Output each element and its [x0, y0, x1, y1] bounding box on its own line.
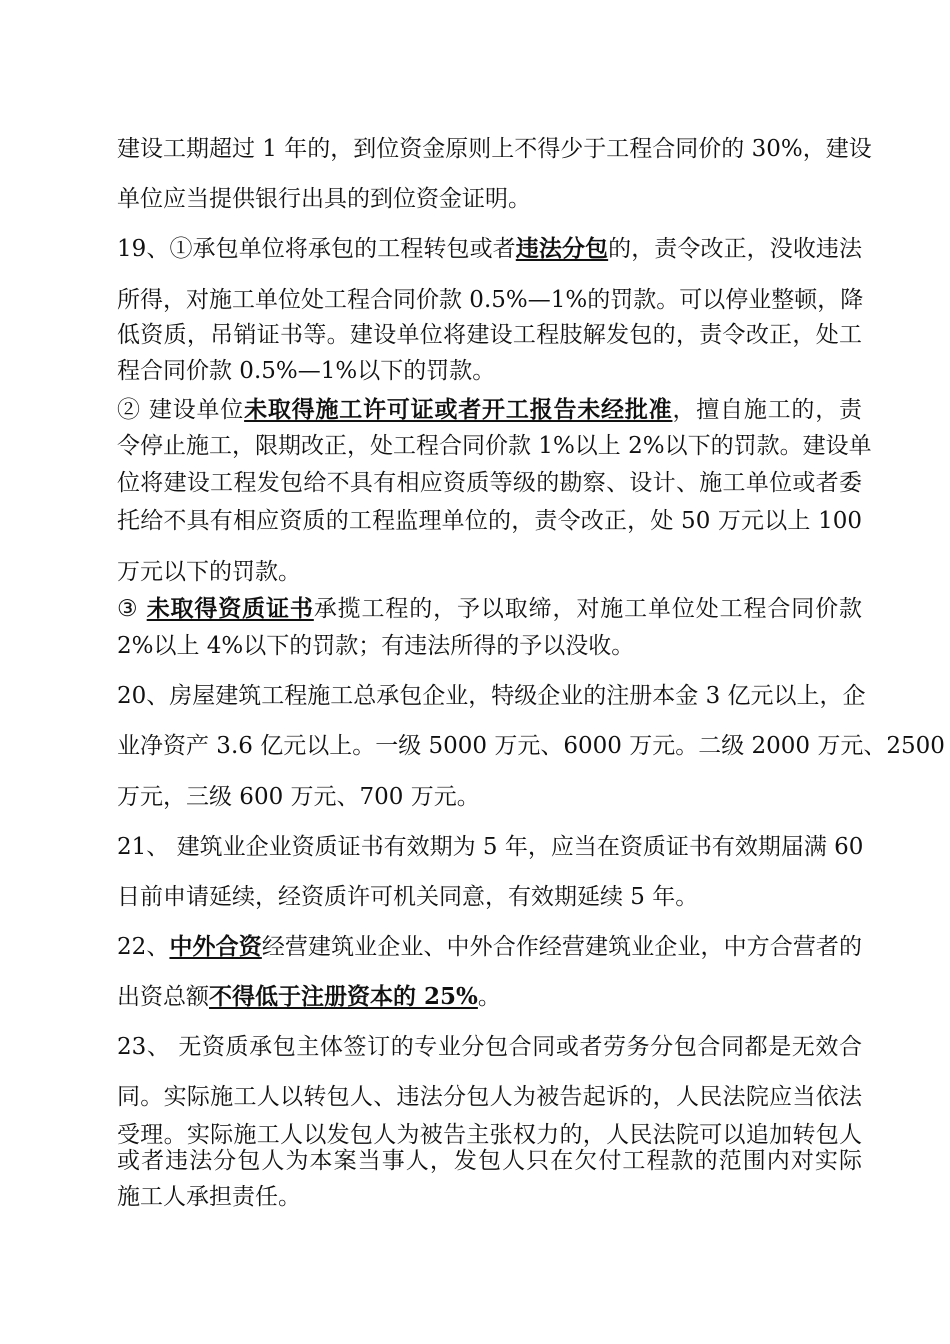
text-segment: 万元以下的罚款。: [117, 559, 301, 585]
text-line: [117, 594, 862, 624]
text-segment: 日前申请延续，经资质许可机关同意，有效期延续 5 年。: [117, 884, 699, 910]
text-segment: 同。实际施工人以转包人、违法分包人为被告起诉的，人民法院应当依法: [117, 1084, 862, 1110]
text-line: [117, 1032, 862, 1062]
text-segment: 或者违法分包人为本案当事人，发包人只在欠付工程款的范围内对实际: [117, 1148, 862, 1174]
text-segment: 2%以上 4%以下的罚款；有违法所得的予以没收。: [117, 633, 635, 659]
text-segment: ，擅自施工的，责: [672, 397, 863, 423]
text-segment: 所得，对施工单位处工程合同价款 0.5%—1%的罚款。可以停业整顿，降: [117, 287, 864, 313]
text-line: [117, 1146, 862, 1176]
text-line: [117, 234, 862, 264]
text-line: [117, 468, 862, 498]
text-segment: 20、房屋建筑工程施工总承包企业，特级企业的注册本金 3 亿元以上，企: [117, 683, 866, 709]
text-segment: 19、①承包单位将承包的工程转包或者: [117, 236, 516, 262]
text-line: [117, 681, 866, 711]
text-line: [117, 882, 862, 912]
emphasized-text: 中外合资: [169, 933, 262, 960]
text-line: [117, 320, 862, 350]
emphasized-text: 违法分包: [515, 235, 609, 262]
text-segment: 建设工期超过 1 年的，到位资金原则上不得少于工程合同价的 30%，建设: [117, 136, 872, 162]
emphasized-text: 未取得资质证书: [146, 595, 314, 622]
text-line: [117, 431, 872, 461]
text-segment: ③: [117, 596, 147, 622]
text-line: [117, 506, 862, 536]
text-segment: 万元，三级 600 万元、700 万元。: [117, 784, 480, 810]
text-segment: 单位应当提供银行出具的到位资金证明。: [117, 186, 531, 212]
text-line: [117, 1082, 862, 1112]
text-segment: 程合同价款 0.5%—1%以下的罚款。: [117, 358, 496, 384]
text-segment: 的，责令改正，没收违法: [608, 236, 863, 262]
text-line: [117, 731, 945, 761]
text-line: [117, 782, 862, 812]
text-line: [117, 832, 862, 862]
text-line: [117, 356, 862, 386]
text-segment: 经营建筑业企业、中外合作经营建筑业企业，中方合营者的: [261, 934, 863, 960]
text-line: [117, 1182, 862, 1212]
text-line: [117, 395, 862, 425]
text-segment: 业净资产 3.6 亿元以上。一级 5000 万元、6000 万元。二级 2000 万元、2500: [117, 733, 945, 759]
text-segment: 出资总额: [117, 984, 209, 1010]
text-line: [117, 285, 862, 315]
text-line: [117, 982, 862, 1012]
text-segment: 低资质，吊销证书等。建设单位将建设工程肢解发包的，责令改正，处工: [117, 322, 862, 348]
text-segment: 令停止施工，限期改正，处工程合同价款 1%以上 2%以下的罚款。建设单: [117, 433, 872, 459]
text-segment: 位将建设工程发包给不具有相应资质等级的勘察、设计、施工单位或者委: [117, 470, 862, 496]
text-segment: 21、 建筑业企业资质证书有效期为 5 年，应当在资质证书有效期届满 60: [117, 834, 864, 860]
emphasized-text: 不得低于注册资本的 25%: [209, 983, 478, 1010]
text-line: [117, 631, 862, 661]
text-segment: 。: [477, 984, 501, 1010]
text-segment: 承揽工程的，予以取缔，对施工单位处工程合同价款: [313, 596, 863, 622]
text-line: [117, 932, 862, 962]
emphasized-text: 未取得施工许可证或者开工报告未经批准: [244, 396, 673, 423]
text-segment: ② 建设单位: [117, 397, 245, 423]
text-segment: 施工人承担责任。: [117, 1184, 301, 1210]
text-segment: 22、: [117, 934, 170, 960]
text-segment: 托给不具有相应资质的工程监理单位的，责令改正，处 50 万元以上 100: [117, 508, 862, 534]
text-segment: 受理。实际施工人以发包人为被告主张权力的，人民法院可以追加转包人: [117, 1122, 862, 1148]
text-line: [117, 557, 862, 587]
text-line: [117, 184, 862, 214]
text-segment: 23、 无资质承包主体签订的专业分包合同或者劳务分包合同都是无效合: [117, 1034, 862, 1060]
text-line: [117, 134, 872, 164]
